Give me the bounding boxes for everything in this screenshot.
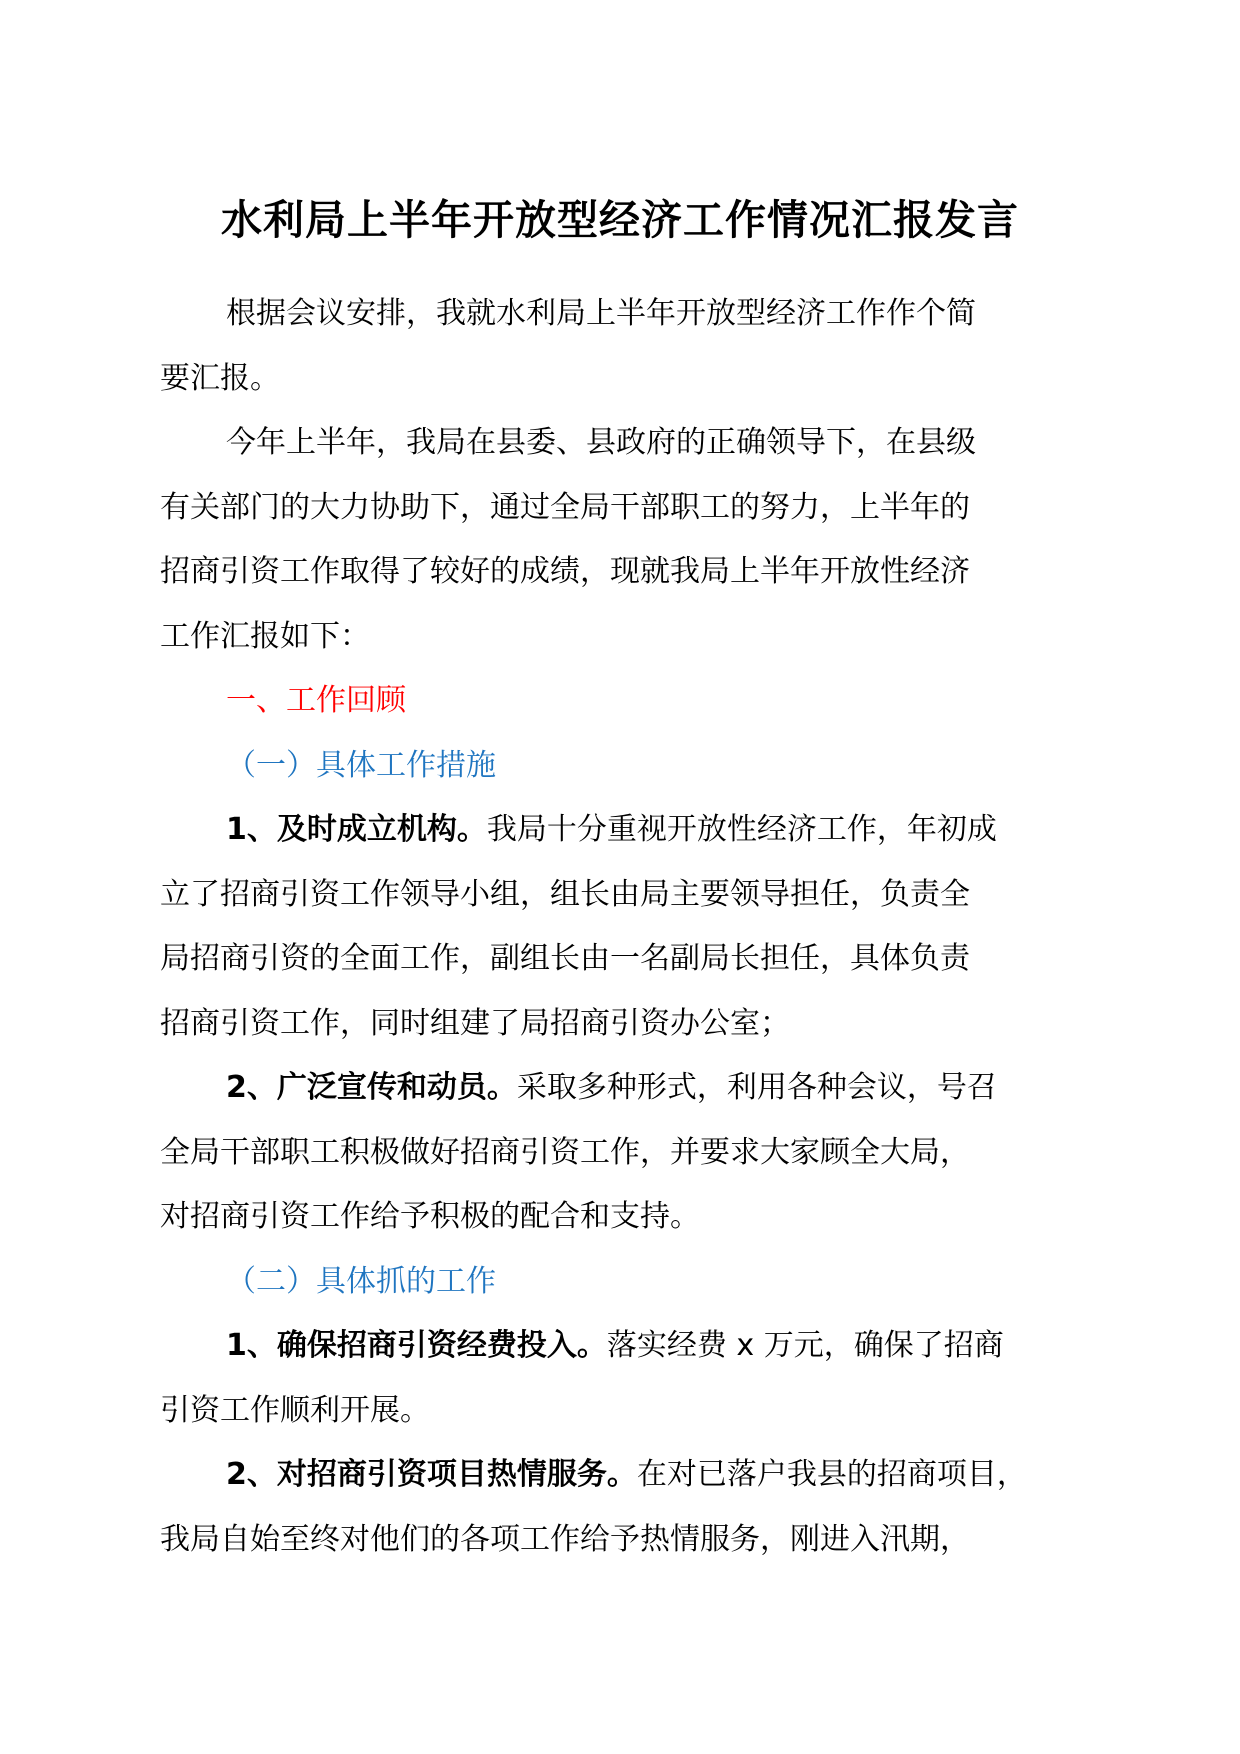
- document-body: [160, 282, 1100, 1572]
- text-line: [160, 1056, 1100, 1121]
- text-line: [160, 798, 1100, 863]
- text-line: 我局自始至终对他们的各项工作给予热情服务，刚进入汛期，: [160, 1521, 970, 1557]
- intro-paragraph: [160, 282, 1100, 411]
- document-title: 水利局上半年开放型经济工作情况汇报发言: [221, 196, 1019, 244]
- item-text: 我局十分重视开放性经济工作，年初成: [486, 812, 997, 847]
- text-line: 要汇报。: [160, 360, 280, 396]
- text-line: 工作汇报如下：: [160, 618, 370, 654]
- item-text: 采取多种形式，利用各种会议，号召: [516, 1070, 997, 1105]
- section-heading-work-review: 一、工作回顾: [226, 683, 406, 718]
- text-line: 立了招商引资工作领导小组，组长由局主要领导担任，负责全: [160, 876, 970, 912]
- item-text: 落实经费 x 万元，确保了招商: [606, 1328, 1004, 1363]
- item-establish-organization: [160, 798, 1100, 1056]
- text-line: 引资工作顺利开展。: [160, 1392, 430, 1428]
- item-lead: 2、对招商引资项目热情服务。: [226, 1457, 637, 1492]
- item-lead: 1、确保招商引资经费投入。: [226, 1328, 607, 1363]
- item-lead: 2、广泛宣传和动员。: [226, 1070, 517, 1105]
- text-line: 有关部门的大力协助下，通过全局干部职工的努力，上半年的: [160, 489, 970, 525]
- text-line: [160, 1314, 1100, 1379]
- text-line: [160, 1443, 1100, 1508]
- item-publicity-mobilization: [160, 1056, 1100, 1250]
- text-line: 局招商引资的全面工作，副组长由一名副局长担任，具体负责: [160, 941, 970, 976]
- text-line: 根据会议安排，我就水利局上半年开放型经济工作作个简: [226, 296, 976, 331]
- subsection-heading-measures: （一）具体工作措施: [226, 747, 496, 783]
- item-lead: 1、及时成立机构。: [226, 812, 487, 847]
- text-line: 招商引资工作，同时组建了局招商引资办公室；: [160, 1005, 790, 1041]
- subsection-heading-specific-work: （二）具体抓的工作: [226, 1263, 496, 1299]
- item-service: [160, 1443, 1100, 1572]
- text-line: 招商引资工作取得了较好的成绩，现就我局上半年开放性经济: [160, 554, 970, 589]
- text-line: 今年上半年，我局在县委、县政府的正确领导下，在县级: [226, 425, 976, 460]
- text-line: 对招商引资工作给予积极的配合和支持。: [160, 1199, 700, 1234]
- summary-paragraph: [160, 411, 1100, 669]
- text-line: 全局干部职工积极做好招商引资工作，并要求大家顾全大局，: [160, 1134, 970, 1170]
- item-text: 在对已落户我县的招商项目，: [636, 1457, 1027, 1492]
- item-funding: [160, 1314, 1100, 1443]
